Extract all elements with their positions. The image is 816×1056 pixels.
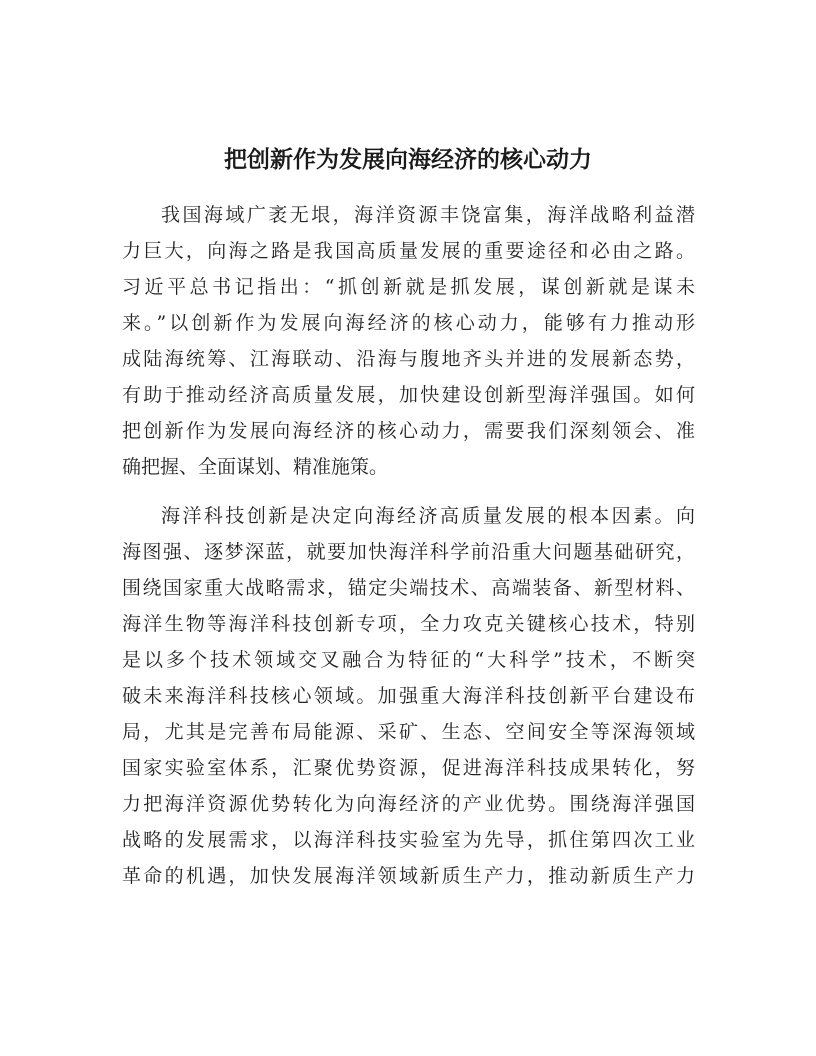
paragraph-2-line-11: 革命的机遇，加快发展海洋领域新质生产力，推动新质生产力 [122, 865, 695, 887]
paragraph-1-line-8: 确把握、全面谋划、精准施策。 [122, 456, 389, 478]
paragraph-2-line-9: 力把海洋资源优势转化为向海经济的产业优势。围绕海洋强国 [122, 793, 695, 815]
paragraph-1-line-4: 来。”以创新作为发展向海经济的核心动力，能够有力推动形 [122, 312, 695, 334]
paragraph-2-line-10: 战略的发展需求，以海洋科技实验室为先导，抓住第四次工业 [122, 829, 695, 851]
paragraph-1-line-2: 力巨大，向海之路是我国高质量发展的重要途径和必由之路。 [122, 240, 695, 262]
paragraph-2-line-2: 海图强、逐梦深蓝，就要加快海洋科学前沿重大问题基础研究， [122, 541, 695, 563]
paragraph-2-line-6: 破未来海洋科技核心领域。加强重大海洋科技创新平台建设布 [122, 685, 695, 707]
paragraph-2-line-7: 局，尤其是完善布局能源、采矿、生态、空间安全等深海领域 [122, 721, 695, 743]
paragraph-2-line-3: 围绕国家重大战略需求，锚定尖端技术、高端装备、新型材料、 [122, 577, 695, 599]
paragraph-1-line-5: 成陆海统筹、江海联动、沿海与腹地齐头并进的发展新态势， [122, 348, 695, 370]
paragraph-1-line-3: 习近平总书记指出：“抓创新就是抓发展，谋创新就是谋未 [122, 276, 695, 298]
paragraph-2-line-8: 国家实验室体系，汇聚优势资源，促进海洋科技成果转化，努 [122, 757, 695, 779]
paragraph-1-line-7: 把创新作为发展向海经济的核心动力，需要我们深刻领会、准 [122, 420, 695, 442]
paragraph-1-line-6: 有助于推动经济高质量发展，加快建设创新型海洋强国。如何 [122, 384, 695, 406]
document-title: 把创新作为发展向海经济的核心动力 [224, 147, 592, 173]
paragraph-2-line-4: 海洋生物等海洋科技创新专项，全力攻克关键核心技术，特别 [122, 613, 695, 635]
paragraph-2-line-5: 是以多个技术领域交叉融合为特征的“大科学”技术，不断突 [122, 649, 695, 671]
paragraph-2-line-1: 海洋科技创新是决定向海经济高质量发展的根本因素。向 [161, 505, 695, 527]
paragraph-1-line-1: 我国海域广袤无垠，海洋资源丰饶富集，海洋战略利益潜 [161, 204, 695, 226]
